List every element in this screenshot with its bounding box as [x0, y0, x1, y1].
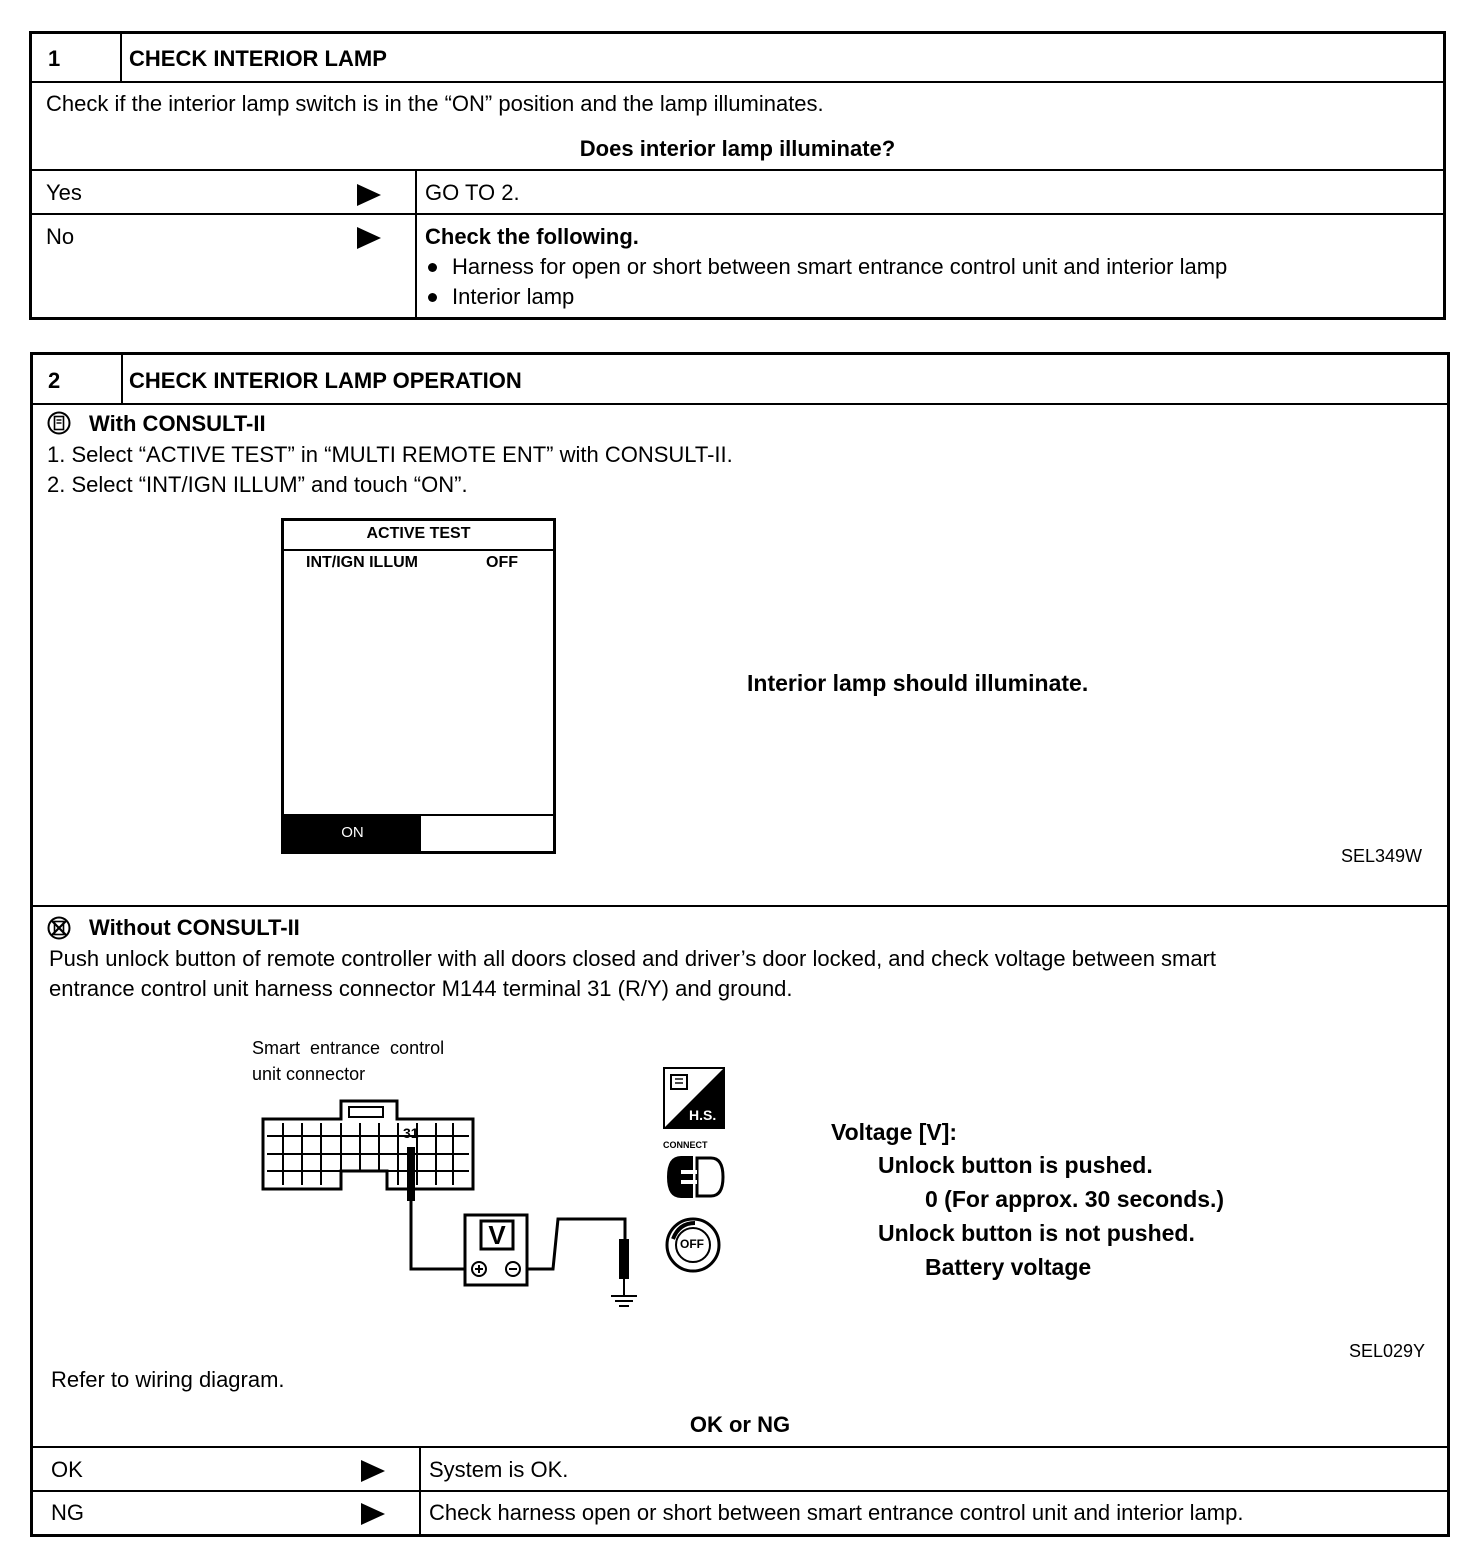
screen-on-button-label: ON — [341, 824, 364, 841]
ignition-off-icon — [663, 1215, 729, 1277]
divider — [415, 169, 417, 320]
step-1-instruction: Check if the interior lamp switch is in the “ON” position and the lamp illuminates. — [46, 91, 824, 116]
bullet-icon — [428, 263, 437, 272]
step-1-question: Does interior lamp illuminate? — [579, 136, 896, 161]
divider — [32, 213, 1443, 215]
screen-item-value: OFF — [486, 554, 518, 571]
figure-ref: SEL029Y — [1349, 1341, 1426, 1361]
divider — [32, 169, 1443, 171]
consult-step: 1. Select “ACTIVE TEST” in “MULTI REMOTE ENT” with CONSULT-II. — [47, 442, 733, 467]
connector-label: unit connector — [252, 1064, 366, 1084]
divider — [284, 549, 553, 551]
ok-result: System is OK. — [429, 1457, 569, 1482]
refer-text: Refer to wiring diagram. — [51, 1367, 285, 1392]
bullet-icon — [428, 293, 437, 302]
divider — [32, 81, 1443, 83]
yes-label: Yes — [46, 180, 82, 205]
voltage-condition: Unlock button is not pushed. — [878, 1220, 1195, 1246]
harness-side-icon — [663, 1067, 725, 1129]
no-label: No — [46, 224, 75, 249]
consult-step: 2. Select “INT/IGN ILLUM” and touch “ON”. — [47, 472, 468, 497]
step-2-question: OK or NG — [689, 1412, 791, 1437]
meter-symbol: V — [488, 1220, 506, 1250]
divider — [33, 1446, 1447, 1448]
no-result-heading: Check the following. — [425, 224, 639, 249]
connect-icon — [663, 1152, 729, 1202]
connector-label: Smart entrance control — [252, 1038, 445, 1058]
step-1-table — [29, 31, 1446, 320]
terminal-label: 31 — [403, 1125, 419, 1141]
ok-label: OK — [51, 1457, 83, 1482]
screen-item-label: INT/IGN ILLUM — [306, 554, 418, 571]
divider — [33, 905, 1447, 907]
arrow-right-icon — [357, 227, 381, 249]
connector-diagram — [253, 1091, 673, 1311]
consult-note: Interior lamp should illuminate. — [747, 670, 1089, 696]
step-2-number: 2 — [48, 368, 61, 393]
no-item: Harness for open or short between smart entrance control unit and interior lamp — [452, 254, 1228, 279]
without-consult-text: entrance control unit harness connector M144 terminal 31 (R/Y) and ground. — [49, 976, 793, 1001]
without-consult-heading: Without CONSULT-II — [89, 915, 300, 940]
step-2-table — [30, 352, 1450, 1537]
off-label: OFF — [680, 1237, 704, 1251]
consult-icon — [47, 411, 71, 435]
consult-screen — [281, 518, 556, 854]
step-1-number: 1 — [48, 46, 61, 71]
ng-label: NG — [51, 1500, 84, 1525]
step-2-title: CHECK INTERIOR LAMP OPERATION — [129, 368, 522, 393]
voltage-condition: Unlock button is pushed. — [878, 1152, 1153, 1178]
voltage-value: Battery voltage — [925, 1254, 1092, 1280]
divider — [120, 34, 122, 81]
no-consult-icon — [47, 916, 71, 940]
hs-label: H.S. — [689, 1107, 717, 1123]
arrow-right-icon — [361, 1503, 385, 1525]
voltage-value: 0 (For approx. 30 seconds.) — [925, 1186, 1225, 1212]
divider — [121, 355, 123, 403]
screen-title: ACTIVE TEST — [366, 525, 471, 542]
arrow-right-icon — [357, 184, 381, 206]
step-1-title: CHECK INTERIOR LAMP — [129, 46, 387, 71]
voltage-heading: Voltage [V]: — [831, 1119, 958, 1145]
with-consult-heading: With CONSULT-II — [89, 411, 266, 436]
figure-ref: SEL349W — [1341, 846, 1423, 866]
screen-on-button[interactable] — [284, 816, 421, 852]
connect-label: CONNECT — [663, 1140, 708, 1150]
without-consult-text: Push unlock button of remote controller with all doors closed and driver’s door locked, and check voltage between smart — [49, 946, 1217, 971]
divider — [33, 403, 1447, 405]
yes-result: GO TO 2. — [425, 180, 520, 205]
ng-result: Check harness open or short between smart entrance control unit and interior lamp. — [429, 1500, 1244, 1525]
no-item: Interior lamp — [452, 284, 575, 309]
divider — [33, 1490, 1447, 1492]
arrow-right-icon — [361, 1460, 385, 1482]
